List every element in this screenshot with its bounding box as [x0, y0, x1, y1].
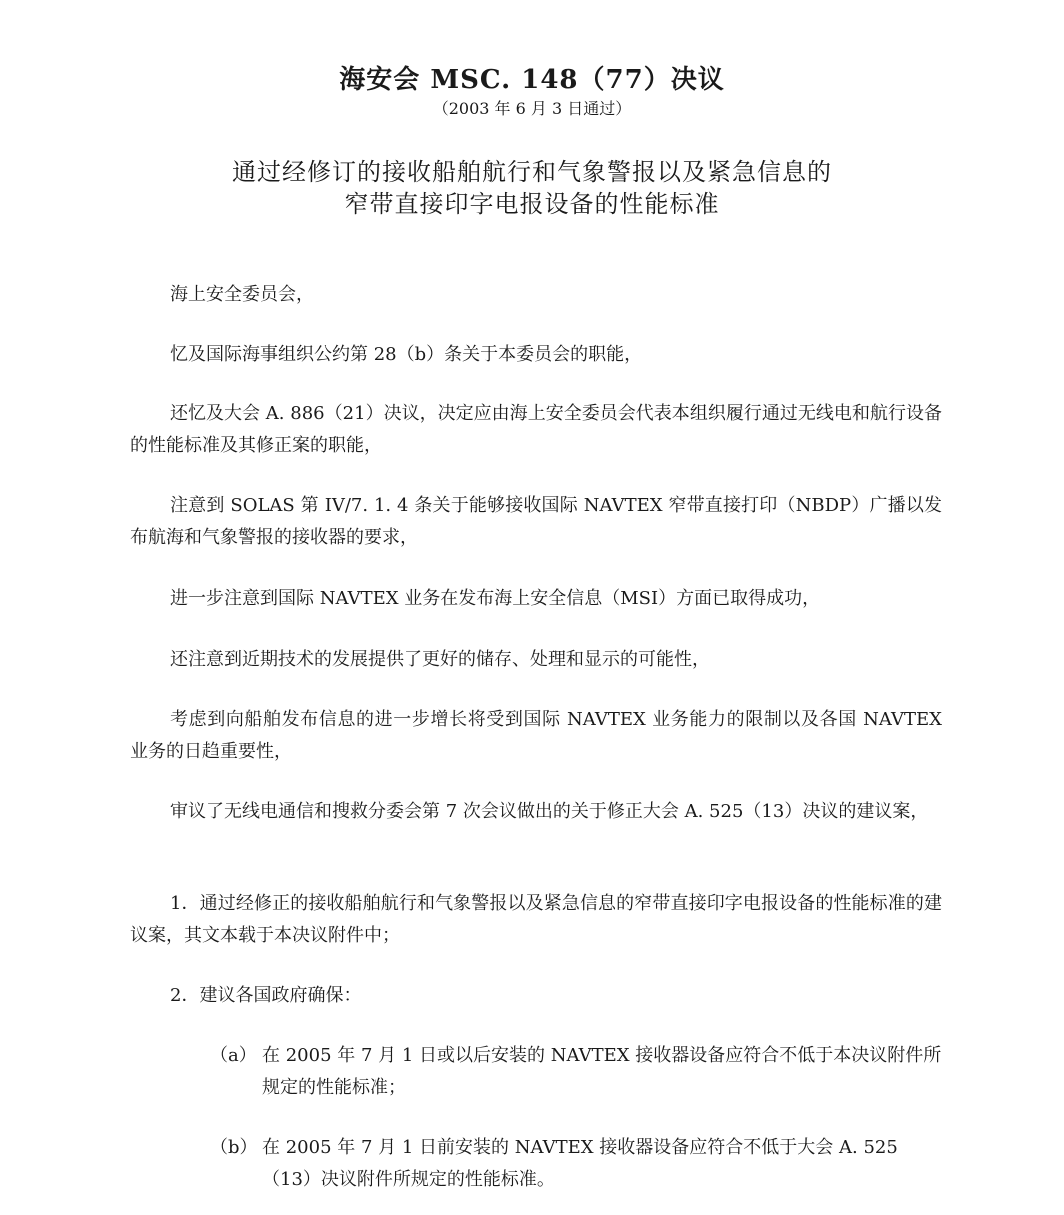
paragraph-noting-technology: 还注意到近期技术的发展提供了更好的储存、处理和显示的可能性， [170, 649, 710, 670]
list-item-b [210, 1132, 942, 1196]
paragraph-committee: 海上安全委员会， [170, 284, 314, 305]
paragraph-operative-2: 2．建议各国政府确保： [170, 985, 362, 1006]
paragraph-having-considered: 审议了无线电通信和搜救分委会第 7 次会议做出的关于修正大会 A. 525（13）决议的建议案， [170, 801, 929, 822]
paragraph-considering-growth: 考虑到向船舶发布信息的进一步增长将受到国际 NAVTEX 业务能力的限制以及各国 NAVTEX 业务的日趋重要性， [130, 709, 942, 762]
paragraph-noting-navtex-success: 进一步注意到国际 NAVTEX 业务在发布海上安全信息（MSI）方面已取得成功， [170, 588, 821, 609]
paragraph-recalling-article: 忆及国际海事组织公约第 28（b）条关于本委员会的职能， [170, 344, 643, 365]
document-title [0, 156, 1064, 220]
document-title-line-2: 窄带直接印字电报设备的性能标准 [344, 190, 720, 218]
list-marker-a: （a） [210, 1045, 257, 1066]
list-text-a: 在 2005 年 7 月 1 日或以后安装的 NAVTEX 接收器设备应符合不低于本决议附件所规定的性能标准； [262, 1045, 942, 1098]
adoption-date: （2003 年 6 月 3 日通过） [432, 99, 632, 118]
paragraph-recalling-resolution: 还忆及大会 A. 886（21）决议，决定应由海上安全委员会代表本组织履行通过无线电和航行设备的性能标准及其修正案的职能， [130, 403, 942, 456]
list-marker-b: （b） [210, 1137, 258, 1158]
paragraph-noting-solas: 注意到 SOLAS 第 IV/7. 1. 4 条关于能够接收国际 NAVTEX 窄带直接打印（NBDP）广播以发布航海和气象警报的接收器的要求， [130, 495, 942, 548]
paragraph-operative-1: 1．通过经修正的接收船舶航行和气象警报以及紧急信息的窄带直接印字电报设备的性能标准的建议案，其文本载于本决议附件中； [130, 893, 942, 946]
document-title-line-1: 通过经修订的接收船舶航行和气象警报以及紧急信息的 [232, 158, 832, 186]
resolution-title: 海安会 MSC. 148（77）决议 [339, 65, 725, 95]
list-item-a [210, 1040, 942, 1104]
list-text-b: 在 2005 年 7 月 1 日前安装的 NAVTEX 接收器设备应符合不低于大会 A. 525（13）决议附件所规定的性能标准。 [262, 1137, 898, 1190]
